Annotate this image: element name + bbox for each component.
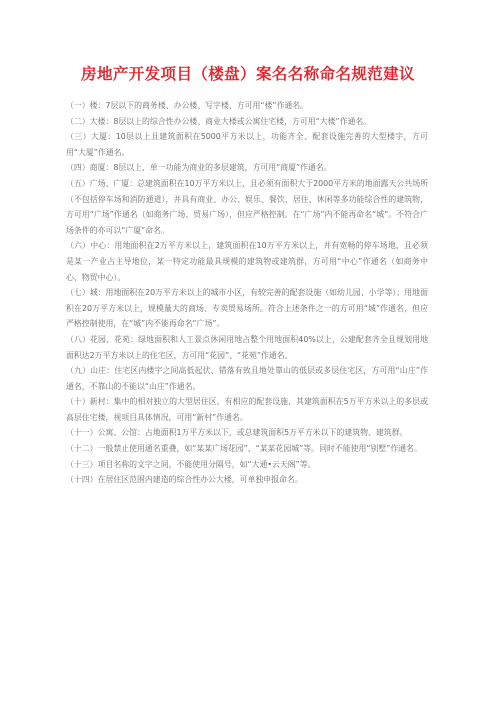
paragraph-4: （四）商厦：8层以上，单一功能为商业的多层建筑，方可用“商厦”作通名。: [66, 163, 332, 173]
paragraph-3: （三）大厦：10层以上且建筑面积在5000平方米以上，功能齐全、配套设施完善的大型楼宇，方可用“大厦”作通名。: [66, 132, 428, 157]
paragraph-5: （五）广场、广厦：总建筑面积在10万平方米以上，且必须有面积大于2000平方米的地面露天公共场所（不包括停车场和消防通道），并具有商业、办公、娱乐、餐饮、居住、休闲等多功能综合性的建筑物，方可用“广场”作通名（如商务广场、贸易广场），但应严格控制。在“广场”内不能再命名“城”。不符合广场条件的亦可以“广厦”命名。: [66, 178, 428, 235]
paragraph-7: （七）城：用地面积在20万平方米以上的城市小区，有较完善的配套设施（如幼儿园、小学等）；用地面积在20万平方米以上，规模量大的商场、专卖贸易场所。符合上述条件之一的方可用“城”作通名，但应严格控制使用，在“城”内不能再命名“广场”。: [66, 288, 428, 329]
paragraph-6: （六）中心：用地面积在2万平方米以上，建筑面积在10万平方米以上，并有宽畅的停车场地，且必须是某一产业占主导地位，某一特定功能最具规模的建筑物或建筑群，方可用“中心”作通名（如商务中心、物贸中心）。: [66, 241, 428, 282]
paragraph-2: （二）大楼：8层以上的综合性办公楼、商业大楼或公寓住宅楼，方可用“大楼”作通名。: [66, 116, 372, 126]
document-body: [66, 98, 428, 488]
paragraph-13: （十三）项目名称的文字之间，不能使用分隔号，如“大通•云天阁”等。: [66, 459, 316, 469]
paragraph-9: （九）山庄：住宅区内楼宇之间高低起伏、错落有致且地处靠山的低层或多层住宅区，方可用“山庄”作通名，不靠山的不能以“山庄”作通名。: [66, 366, 428, 391]
paragraph-1: （一）楼：7层以下的商务楼、办公楼、写字楼，方可用“楼”作通名。: [66, 101, 309, 110]
paragraph-11: （十一）公寓、公馆：占地面积1万平方米以下，或总建筑面积5万平方米以下的建筑物、建筑群。: [66, 428, 408, 438]
paragraph-10: （十）新村：集中的相对独立的大型居住区，有相应的配套设施，其建筑面积在5万平方米以上的多层或高层住宅楼，视项目具体情况，可用“新村”作通名。: [66, 397, 428, 422]
paragraph-12: （十二）一般禁止使用通名重叠，如“某某广场花园”、“某某花园城”等。同时不能使用“别墅”作通名。: [66, 444, 422, 454]
paragraph-8: （八）花园、花苑：绿地面积和人工景点休闲用地占整个用地面积40%以上，公建配套齐全且规划用地面积达2万平方米以上的住宅区，方可用“花园”、“花苑”作通名。: [66, 334, 428, 360]
paragraph-14: （十四）在居住区范围内建造的综合性办公大楼，可单独申报命名。: [66, 475, 303, 485]
document-title: 房地产开发项目（楼盘）案名名称命名规范建议: [81, 65, 415, 83]
